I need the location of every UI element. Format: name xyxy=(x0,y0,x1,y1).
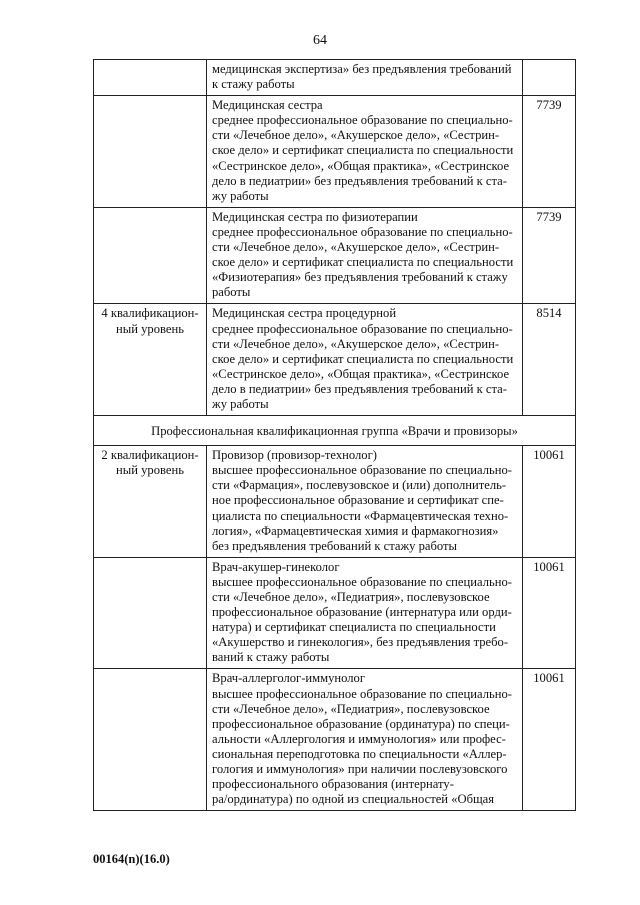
requirements-line: работы xyxy=(212,285,251,300)
position-description-cell xyxy=(207,207,523,304)
position-description-cell xyxy=(207,96,523,208)
qualification-level-cell xyxy=(94,96,207,208)
staff-salary-table xyxy=(93,59,576,811)
position-description-cell xyxy=(207,60,523,96)
requirements-line: ское дело» и сертификат специалиста по специальности xyxy=(212,143,514,158)
requirements-line: сти «Лечебное дело», «Педиатрия», послевузовское xyxy=(212,590,490,604)
requirements-line: профессиональное образование (ординатура) по специ- xyxy=(212,716,510,731)
requirements-line: к стажу работы xyxy=(212,77,295,92)
requirements-line: натура) и сертификат специалиста по специальности xyxy=(212,620,496,635)
salary-cell: 10061 xyxy=(523,669,576,811)
requirements-line: дело в педиатрии» без предъявления требований к ста- xyxy=(212,173,507,188)
requirements-line: сиональная переподготовка по специальности «Аллер- xyxy=(212,746,507,761)
position-title: Медицинская сестра процедурной xyxy=(212,306,397,321)
position-title: Провизор (провизор-технолог) xyxy=(212,448,377,463)
requirements-line: сти «Лечебное дело», «Акушерское дело», «Сестрин- xyxy=(212,128,500,143)
table-row xyxy=(94,669,576,811)
position-title: медицинская экспертиза» без предъявления требований xyxy=(212,62,512,76)
salary-cell: 7739 xyxy=(523,96,576,208)
position-title: Врач-аллерголог-иммунолог xyxy=(212,671,365,686)
table-row xyxy=(94,557,576,669)
salary-cell: 7739 xyxy=(523,207,576,304)
requirements-line: ное профессиональное образование и сертификат спе- xyxy=(212,493,504,508)
requirements-line: ваний к стажу работы xyxy=(212,650,330,665)
requirements-line: ское дело» и сертификат специалиста по специальности xyxy=(212,255,514,270)
requirements-line: высшее профессиональное образование по специально- xyxy=(212,463,512,478)
qualification-level-line: ный уровень xyxy=(116,321,184,336)
requirements-line: высшее профессиональное образование по специально- xyxy=(212,686,512,701)
position-description-cell xyxy=(207,557,523,669)
requirements-line: жу работы xyxy=(212,396,269,411)
requirements-line: циалиста по специальности «Фармацевтическая техно- xyxy=(212,508,509,523)
page-number: 64 xyxy=(313,33,327,48)
table-body xyxy=(94,60,576,811)
requirements-line: гология и иммунология» при наличии послевузовского xyxy=(212,762,508,777)
document-code: 00164(n)(16.0) xyxy=(93,852,170,866)
requirements-line: альности «Аллергология и иммунология» или профес- xyxy=(212,731,506,746)
qualification-level-cell xyxy=(94,207,207,304)
position-title: Медицинская сестра по физиотерапии xyxy=(212,209,418,224)
requirements-line: ра/ординатура) по одной из специальностей «Общая xyxy=(212,792,495,807)
requirements-line: «Акушерство и гинекология», без предъявления требо- xyxy=(212,635,509,650)
requirements-line: «Сестринское дело», «Общая практика», «Сестринское xyxy=(212,158,510,173)
group-header-row xyxy=(94,416,576,446)
table-row xyxy=(94,446,576,558)
position-title: Медицинская сестра xyxy=(212,98,323,113)
qualification-level-cell xyxy=(94,669,207,811)
position-description-cell xyxy=(207,304,523,416)
table-row xyxy=(94,207,576,304)
position-title: Врач-акушер-гинеколог xyxy=(212,559,340,574)
requirements-line: профессиональное образование (интернатура или орди- xyxy=(212,605,512,620)
requirements-line: сти «Фармация», послевузовское и (или) дополнитель- xyxy=(212,478,507,493)
requirements-line: среднее профессиональное образование по специально- xyxy=(212,224,513,239)
requirements-line: «Сестринское дело», «Общая практика», «Сестринское xyxy=(212,366,510,381)
requirements-line: логия», «Фармацевтическая химия и фармакогнозия» xyxy=(212,523,499,538)
requirements-line: «Физиотерапия» без предъявления требований к стажу xyxy=(212,270,508,285)
requirements-line: профессионального образования (интернату- xyxy=(212,777,454,792)
requirements-line: сти «Лечебное дело», «Акушерское дело», «Сестрин- xyxy=(212,240,500,255)
requirements-line: жу работы xyxy=(212,188,269,203)
position-description-cell xyxy=(207,669,523,811)
requirements-line: ское дело» и сертификат специалиста по специальности xyxy=(212,351,514,366)
salary-cell xyxy=(523,60,576,96)
table-row xyxy=(94,60,576,96)
qualification-level-cell xyxy=(94,60,207,96)
salary-cell: 10061 xyxy=(523,446,576,558)
qualification-group-title: Профессиональная квалификационная группа «Врачи и провизоры» xyxy=(94,416,576,446)
qualification-level-line: 2 квалификацион- xyxy=(101,448,199,463)
requirements-line: дело в педиатрии» без предъявления требований к ста- xyxy=(212,381,507,396)
salary-cell: 8514 xyxy=(523,304,576,416)
requirements-line: сти «Лечебное дело», «Акушерское дело», «Сестрин- xyxy=(212,336,500,351)
requirements-line: сти «Лечебное дело», «Педиатрия», послевузовское xyxy=(212,701,490,716)
qualification-level-cell xyxy=(94,557,207,669)
qualification-level-line: 4 квалификацион- xyxy=(101,306,199,321)
salary-cell: 10061 xyxy=(523,557,576,669)
table-row xyxy=(94,96,576,208)
requirements-line: среднее профессиональное образование по специально- xyxy=(212,321,513,336)
requirements-line: среднее профессиональное образование по специально- xyxy=(212,113,513,128)
qualification-level-line: ный уровень xyxy=(116,463,184,478)
position-description-cell xyxy=(207,446,523,558)
requirements-line: без предъявления требований к стажу работы xyxy=(212,538,457,553)
qualification-level-cell xyxy=(94,446,207,558)
requirements-line: высшее профессиональное образование по специально- xyxy=(212,574,512,589)
qualification-level-cell xyxy=(94,304,207,416)
table-row xyxy=(94,304,576,416)
